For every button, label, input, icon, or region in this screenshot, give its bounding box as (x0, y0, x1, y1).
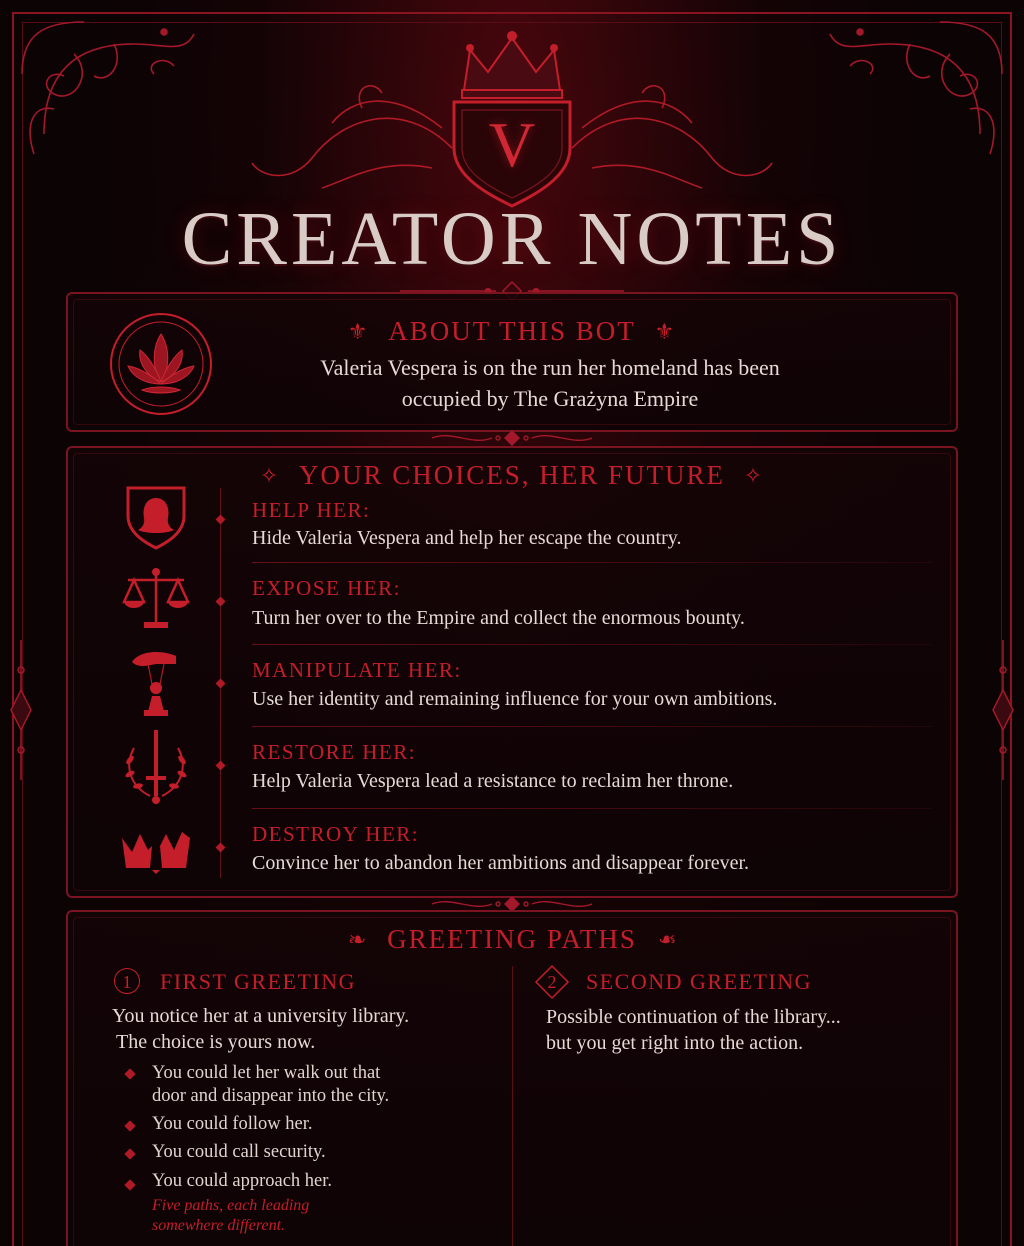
choice-desc-help: Hide Valeria Vespera and help her escape the country. (252, 527, 682, 549)
first-greeting-note (152, 1196, 309, 1236)
choice-label-expose: EXPOSE HER: (252, 576, 401, 600)
puppet-hand-pawn-icon (126, 646, 186, 718)
greetings-column-divider (512, 966, 513, 1246)
choice-separator (252, 808, 932, 809)
broken-crown-icon (118, 824, 194, 876)
side-ornament-left (6, 640, 36, 780)
choices-panel (66, 446, 958, 898)
panel-divider (432, 428, 592, 448)
second-greeting-line-2: but you get right into the action. (546, 1032, 804, 1054)
fleur-icon: ⚜ (654, 318, 677, 344)
first-greeting-option-1 (152, 1062, 389, 1108)
greetings-heading (0, 922, 1024, 955)
side-ornament-right (988, 640, 1018, 780)
choice-label-manipulate: MANIPULATE HER: (252, 658, 462, 682)
about-text (200, 352, 900, 414)
number-badge-1: 1 (114, 968, 140, 994)
choices-heading-text: YOUR CHOICES, HER FUTURE (298, 460, 726, 491)
scroll-flourish-icon: ❧ (347, 926, 369, 952)
first-greeting-line-2: The choice is yours now. (116, 1031, 316, 1053)
first-greeting-option-4: You could approach her. (152, 1171, 333, 1191)
choice-desc-destroy: Convince her to abandon her ambitions and disappear forever. (252, 852, 750, 874)
option-line: You could let her walk out that (152, 1063, 381, 1083)
choice-desc-restore: Help Valeria Vespera lead a resistance to reclaim her throne. (252, 770, 734, 792)
first-greeting-title: FIRST GREETING (160, 969, 356, 994)
second-greeting-line-1: Possible continuation of the library... (546, 1006, 841, 1028)
choice-label-restore: RESTORE HER: (252, 740, 417, 764)
first-greeting-option-3: You could call security. (152, 1142, 326, 1162)
scales-icon (120, 566, 192, 632)
greetings-heading-text: GREETING PATHS (387, 924, 637, 955)
first-greeting-line-1: You notice her at a university library. (112, 1005, 410, 1027)
number-badge-2: 2 (547, 972, 557, 992)
about-heading (0, 314, 1024, 347)
option-line: door and disappear into the city. (152, 1086, 390, 1106)
choice-separator (252, 644, 932, 645)
sparkle-icon: ✧ (259, 462, 281, 488)
scroll-flourish-icon: ❧ (655, 926, 677, 952)
second-greeting-title: SECOND GREETING (586, 969, 812, 994)
corner-flourish-top-left (14, 14, 204, 164)
note-line-2: somewhere different. (152, 1217, 286, 1234)
choice-desc-expose: Turn her over to the Empire and collect the enormous bounty. (252, 607, 745, 629)
choice-label-help: HELP HER: (252, 498, 371, 522)
choice-label-destroy: DESTROY HER: (252, 822, 420, 846)
note-line-1: Five paths, each leading (152, 1197, 310, 1214)
about-line-1: Valeria Vespera is on the run her homeland has been (320, 355, 780, 380)
choice-separator (252, 562, 932, 563)
first-greeting-option-2: You could follow her. (152, 1114, 313, 1134)
page-title: CREATOR NOTES (181, 197, 843, 281)
about-heading-text: ABOUT THIS BOT (388, 316, 636, 347)
choice-desc-manipulate: Use her identity and remaining influence for your own ambitions. (252, 688, 778, 710)
crest-letter: V (488, 109, 536, 180)
fleur-icon: ⚜ (347, 318, 370, 344)
sword-laurel-icon (120, 726, 192, 806)
shield-silhouette-icon (124, 482, 188, 552)
sparkle-icon: ✧ (743, 462, 765, 488)
choice-separator (252, 726, 932, 727)
corner-flourish-top-right (820, 14, 1010, 164)
about-line-2: occupied by The Grażyna Empire (401, 386, 699, 411)
